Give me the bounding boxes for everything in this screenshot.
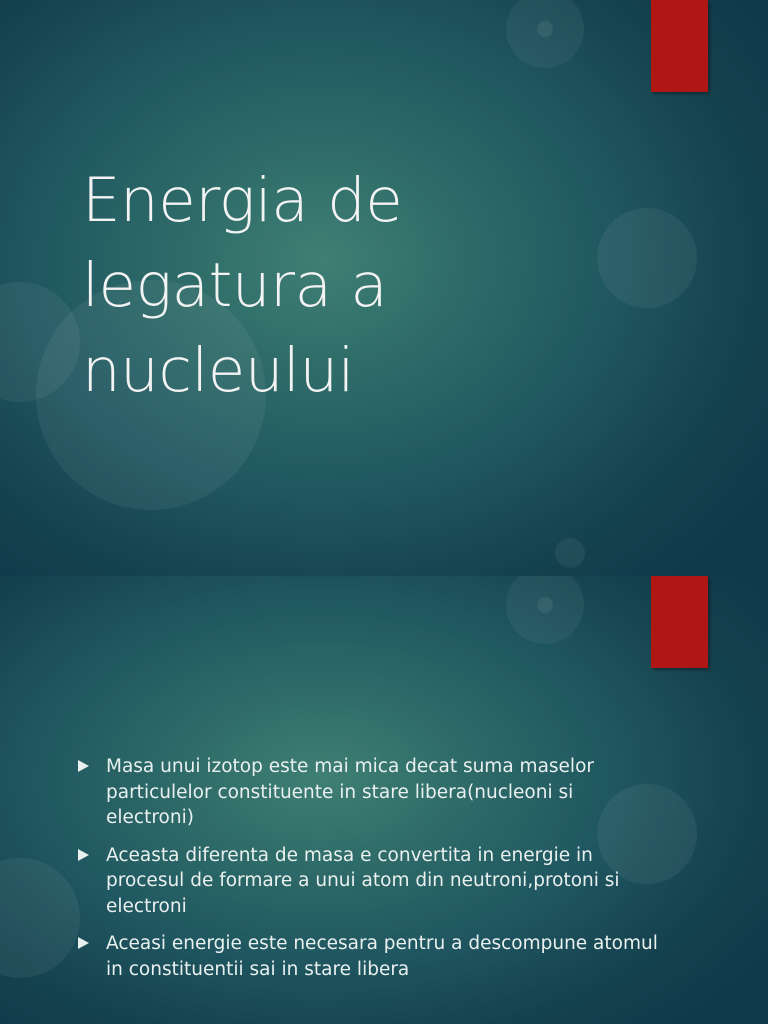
bullet-text: Aceasta diferenta de masa e convertita in energie in procesul de formare a unui atom din neutroni,protoni si electroni: [106, 844, 620, 917]
slide-title: [82, 158, 602, 413]
list-item: [78, 931, 658, 982]
triangle-right-icon: [78, 760, 89, 772]
decorative-ring: [506, 576, 584, 644]
title-line: Energia de: [82, 165, 403, 236]
decorative-circle: [555, 538, 585, 568]
content-slide: [0, 576, 768, 1024]
triangle-right-icon: [78, 937, 89, 949]
accent-bar: [651, 0, 708, 92]
bullet-text: Masa unui izotop este mai mica decat suma maselor particulelor constituente in stare libera(nucleoni si electroni): [106, 756, 594, 828]
list-item: [78, 754, 658, 831]
title-line: nucleului: [82, 335, 355, 406]
bullet-list: [78, 754, 658, 994]
decorative-circle: [597, 208, 697, 308]
decorative-ring: [506, 0, 584, 68]
title-line: legatura a: [82, 250, 388, 321]
decorative-circle: [0, 858, 80, 978]
accent-bar: [651, 576, 708, 668]
triangle-right-icon: [78, 849, 89, 861]
bullet-text: Aceasi energie este necesara pentru a descompune atomul in constituentii sai in stare libera: [106, 933, 658, 980]
list-item: [78, 843, 658, 920]
